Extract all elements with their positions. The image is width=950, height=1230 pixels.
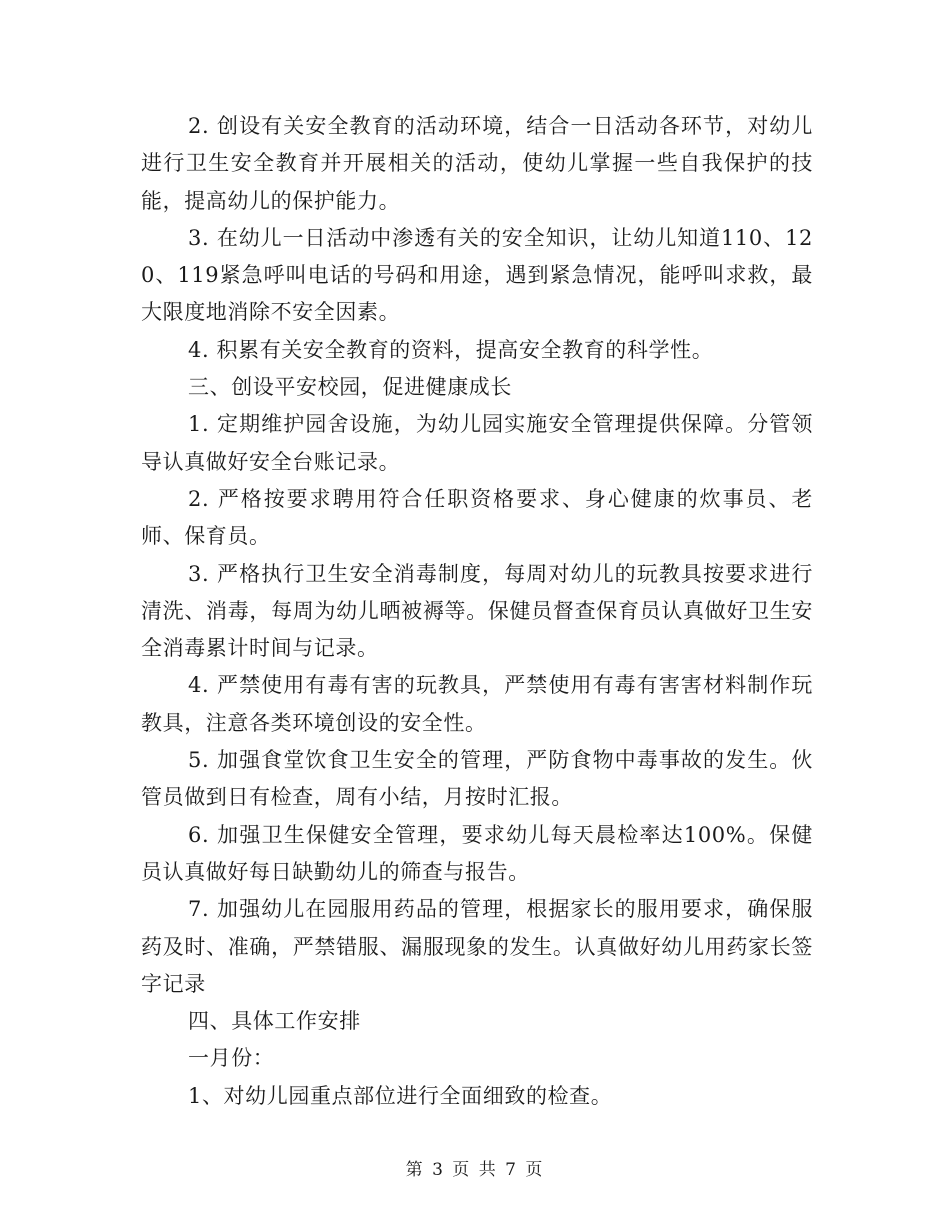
document-body xyxy=(141,108,813,1115)
section-heading-safe-campus: 三、创设平安校园，促进健康成长 xyxy=(188,375,512,400)
section-heading-work-schedule: 四、具体工作安排 xyxy=(188,1009,361,1034)
page-number-footer: 第 3 页 共 7 页 xyxy=(405,1160,545,1180)
paragraph-item-6-health-checks: 6. 加强卫生保健安全管理，要求幼儿每天晨检率达100%。保健员认真做好每日缺勤幼儿的筛查与报告。 xyxy=(141,822,813,884)
paragraph-item-2-activity-environment: 2. 创设有关安全教育的活动环境，结合一日活动各环节，对幼儿进行卫生安全教育并开展相关的活动，使幼儿掌握一些自我保护的技能，提高幼儿的保护能力。 xyxy=(141,114,813,213)
paragraph-item-1-inspection: 1、对幼儿园重点部位进行全面细致的检查。 xyxy=(188,1083,613,1108)
paragraph-item-7-medication: 7. 加强幼儿在园服用药品的管理，根据家长的服用要求，确保服药及时、准确，严禁错服、漏服现象的发生。认真做好幼儿用药家长签字记录 xyxy=(141,897,813,996)
paragraph-item-2-hiring-staff: 2. 严格按要求聘用符合任职资格要求、身心健康的炊事员、老师、保育员。 xyxy=(141,486,813,549)
paragraph-item-3-disinfection: 3. 严格执行卫生安全消毒制度，每周对幼儿的玩教具按要求进行清洗、消毒，每周为幼儿晒被褥等。保健员督查保育员认真做好卫生安全消毒累计时间与记录。 xyxy=(141,561,813,661)
paragraph-item-4-toxic-toys: 4. 严禁使用有毒有害的玩教具，严禁使用有毒有害害材料制作玩教具，注意各类环境创设的安全性。 xyxy=(141,673,813,735)
paragraph-item-5-canteen-safety: 5. 加强食堂饮食卫生安全的管理，严防食物中毒事故的发生。伙管员做到日有检查，周有小结，月按时汇报。 xyxy=(141,748,813,810)
paragraph-item-1-maintain-facilities: 1. 定期维护园舍设施，为幼儿园实施安全管理提供保障。分管领导认真做好安全台账记录。 xyxy=(141,412,813,474)
paragraph-item-4-accumulate-materials: 4. 积累有关安全教育的资料，提高安全教育的科学性。 xyxy=(188,337,714,362)
month-label-january: 一月份： xyxy=(188,1046,275,1071)
paragraph-item-3-emergency-numbers: 3. 在幼儿一日活动中渗透有关的安全知识，让幼儿知道110、120、119紧急呼叫电话的号码和用途，遇到紧急情况，能呼叫求救，最大限度地消除不安全因素。 xyxy=(141,225,813,325)
